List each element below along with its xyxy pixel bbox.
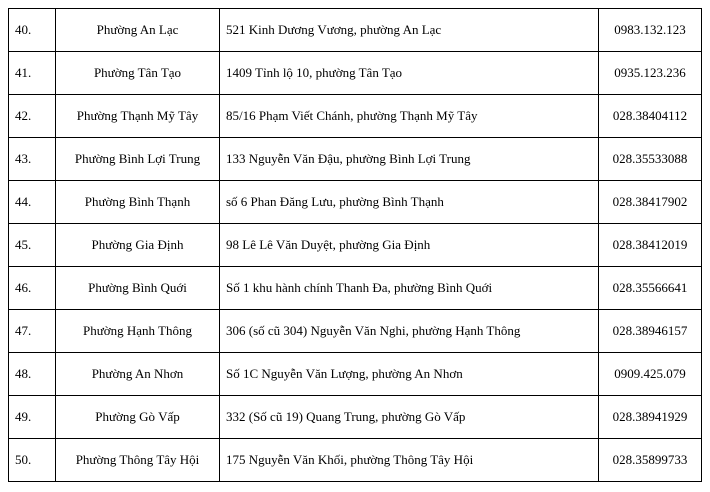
row-number: 47. xyxy=(9,310,56,353)
row-number: 42. xyxy=(9,95,56,138)
ward-phone: 0935.123.236 xyxy=(599,52,702,95)
ward-address: 133 Nguyễn Văn Đậu, phường Bình Lợi Trung xyxy=(220,138,599,181)
ward-table xyxy=(8,8,702,482)
table-row xyxy=(9,353,702,396)
row-number: 44. xyxy=(9,181,56,224)
ward-phone: 028.38417902 xyxy=(599,181,702,224)
ward-name: Phường Gia Định xyxy=(56,224,220,267)
ward-name: Phường An Lạc xyxy=(56,9,220,52)
ward-address: 306 (số cũ 304) Nguyễn Văn Nghi, phường Hạnh Thông xyxy=(220,310,599,353)
table-row xyxy=(9,439,702,482)
ward-name: Phường Thạnh Mỹ Tây xyxy=(56,95,220,138)
table-row xyxy=(9,181,702,224)
table-row xyxy=(9,396,702,439)
ward-address: 521 Kinh Dương Vương, phường An Lạc xyxy=(220,9,599,52)
table-row xyxy=(9,310,702,353)
ward-phone: 028.38941929 xyxy=(599,396,702,439)
ward-phone: 028.35533088 xyxy=(599,138,702,181)
row-number: 40. xyxy=(9,9,56,52)
ward-address: 332 (Số cũ 19) Quang Trung, phường Gò Vấp xyxy=(220,396,599,439)
row-number: 50. xyxy=(9,439,56,482)
ward-phone: 028.38946157 xyxy=(599,310,702,353)
ward-address: số 6 Phan Đăng Lưu, phường Bình Thạnh xyxy=(220,181,599,224)
ward-address: 85/16 Phạm Viết Chánh, phường Thạnh Mỹ Tây xyxy=(220,95,599,138)
table-row xyxy=(9,267,702,310)
row-number: 41. xyxy=(9,52,56,95)
ward-address: 175 Nguyễn Văn Khối, phường Thông Tây Hội xyxy=(220,439,599,482)
ward-name: Phường Tân Tạo xyxy=(56,52,220,95)
row-number: 45. xyxy=(9,224,56,267)
ward-name: Phường Gò Vấp xyxy=(56,396,220,439)
row-number: 49. xyxy=(9,396,56,439)
table-row xyxy=(9,138,702,181)
ward-address: Số 1C Nguyễn Văn Lượng, phường An Nhơn xyxy=(220,353,599,396)
ward-phone: 028.35899733 xyxy=(599,439,702,482)
ward-table-body xyxy=(9,9,702,482)
table-row xyxy=(9,52,702,95)
ward-name: Phường Thông Tây Hội xyxy=(56,439,220,482)
ward-address: 98 Lê Lê Văn Duyệt, phường Gia Định xyxy=(220,224,599,267)
table-row xyxy=(9,9,702,52)
ward-name: Phường Bình Lợi Trung xyxy=(56,138,220,181)
ward-name: Phường Bình Quới xyxy=(56,267,220,310)
row-number: 48. xyxy=(9,353,56,396)
ward-name: Phường Hạnh Thông xyxy=(56,310,220,353)
row-number: 43. xyxy=(9,138,56,181)
ward-phone: 028.35566641 xyxy=(599,267,702,310)
ward-address: 1409 Tỉnh lộ 10, phường Tân Tạo xyxy=(220,52,599,95)
ward-name: Phường Bình Thạnh xyxy=(56,181,220,224)
ward-phone: 028.38412019 xyxy=(599,224,702,267)
table-row xyxy=(9,224,702,267)
table-row xyxy=(9,95,702,138)
row-number: 46. xyxy=(9,267,56,310)
ward-address: Số 1 khu hành chính Thanh Đa, phường Bình Quới xyxy=(220,267,599,310)
ward-phone: 0909.425.079 xyxy=(599,353,702,396)
ward-name: Phường An Nhơn xyxy=(56,353,220,396)
ward-phone: 028.38404112 xyxy=(599,95,702,138)
ward-phone: 0983.132.123 xyxy=(599,9,702,52)
